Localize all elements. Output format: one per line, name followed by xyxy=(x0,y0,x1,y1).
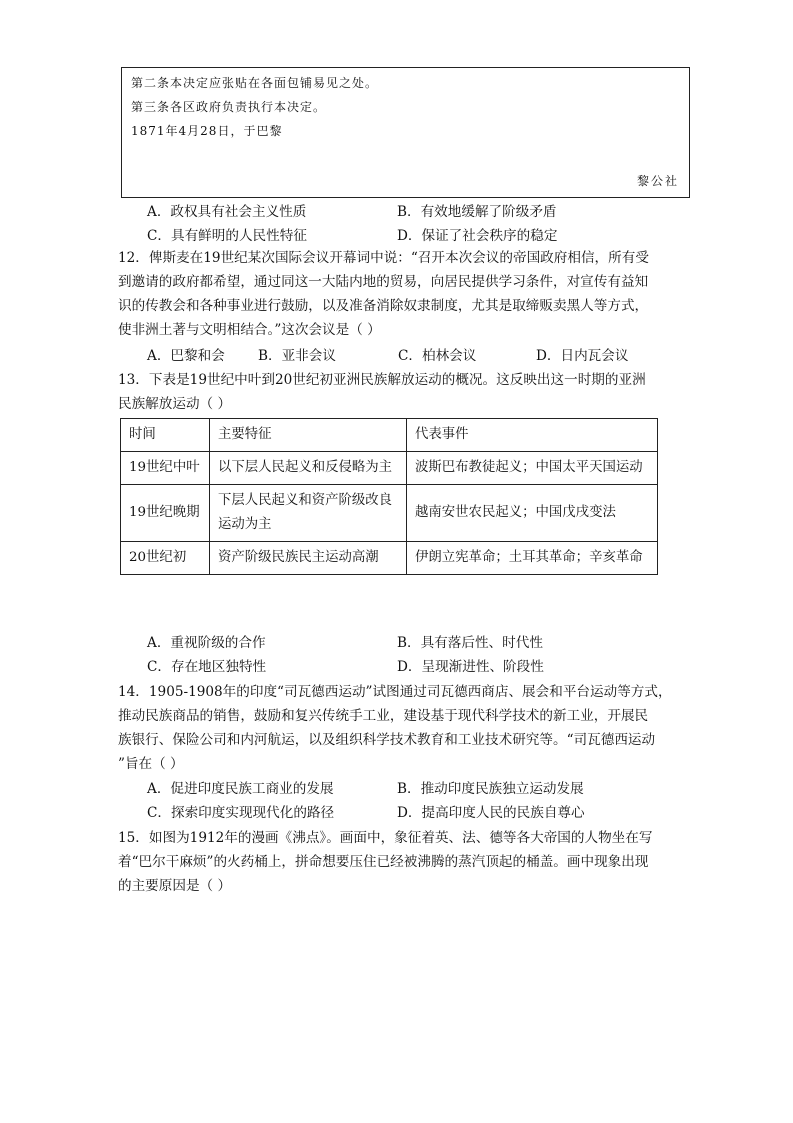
question-12 xyxy=(118,246,678,342)
q14-option-b[interactable]: B．推动印度民族独立运动发展 xyxy=(397,781,584,797)
table-cell: 20世纪初 xyxy=(121,542,210,575)
question-line: 13．下表是19世纪中叶到20世纪初亚洲民族解放运动的概况。这反映出这一时期的亚洲 xyxy=(118,372,646,388)
q12-option-a[interactable]: A．巴黎和会 xyxy=(147,348,225,364)
question-line: 民族解放运动（ ） xyxy=(118,396,232,412)
question-line: 14．1905-1908年的印度“司瓦德西运动”试图通过司瓦德西商店、展会和平台运动等方式， xyxy=(118,684,672,700)
table-header: 主要特征 xyxy=(210,419,407,452)
q11-option-d[interactable]: D．保证了社会秩序的稳定 xyxy=(397,228,558,244)
source-signature: 黎公社 xyxy=(636,174,679,188)
question-line: ”旨在（ ） xyxy=(118,756,184,772)
q13-option-c[interactable]: C．存在地区独特性 xyxy=(147,659,267,675)
q11-option-a[interactable]: A．政权具有社会主义性质 xyxy=(147,204,307,220)
question-15 xyxy=(118,826,678,898)
q13-option-a[interactable]: A．重视阶级的合作 xyxy=(147,635,266,651)
source-document-box xyxy=(121,67,690,198)
question-line: 着“巴尔干麻烦”的火药桶上，拼命想要压住已经被沸腾的蒸汽顶起的桶盖。画中现象出现 xyxy=(118,854,649,870)
table-cell: 19世纪晚期 xyxy=(121,485,210,542)
q14-option-c[interactable]: C．探索印度实现现代化的路径 xyxy=(147,805,335,821)
source-line: 第二条本决定应张贴在各面包铺易见之处。 xyxy=(131,76,379,90)
q12-option-c[interactable]: C．柏林会议 xyxy=(398,348,477,364)
table-cell: 19世纪中叶 xyxy=(121,452,210,485)
question-line: 15．如图为1912年的漫画《沸点》。画面中，象征着英、法、德等各大帝国的人物坐在写 xyxy=(118,830,653,846)
table-cell: 伊朗立宪革命；土耳其革命；辛亥革命 xyxy=(407,542,658,575)
question-13 xyxy=(118,368,678,416)
q11-option-b[interactable]: B．有效地缓解了阶级矛盾 xyxy=(397,204,557,220)
source-line: 第三条各区政府负责执行本决定。 xyxy=(131,100,327,114)
question-line: 使非洲土著与文明相结合。”这次会议是（ ） xyxy=(118,322,381,338)
table-row xyxy=(121,452,658,485)
question-line: 到邀请的政府都希望，通过同这一大陆内地的贸易，向居民提供学习条件，对宣传有益知 xyxy=(118,274,649,290)
q11-option-c[interactable]: C．具有鲜明的人民性特征 xyxy=(147,228,307,244)
question-line: 推动民族商品的销售，鼓励和复兴传统手工业，建设基于现代科学技术的新工业，开展民 xyxy=(118,708,649,724)
table-header-row xyxy=(121,419,658,452)
question-line: 识的传教会和各种事业进行鼓励，以及准备消除奴隶制度，尤其是取缔贩卖黑人等方式， xyxy=(118,298,649,314)
table-cell: 资产阶级民族民主运动高潮 xyxy=(210,542,407,575)
question-line: 12．俾斯麦在19世纪某次国际会议开幕词中说：“召开本次会议的帝国政府相信，所有受 xyxy=(118,250,649,266)
table-header: 时间 xyxy=(121,419,210,452)
table-row xyxy=(121,542,658,575)
liberation-table xyxy=(120,418,658,575)
question-line: 的主要原因是（ ） xyxy=(118,878,232,894)
question-14 xyxy=(118,680,678,776)
q14-option-a[interactable]: A．促进印度民族工商业的发展 xyxy=(147,781,334,797)
table-cell: 下层人民起义和资产阶级改良运动为主 xyxy=(210,485,407,542)
q12-option-b[interactable]: B．亚非会议 xyxy=(258,348,336,364)
source-date: 1871年4月28日，于巴黎 xyxy=(131,124,283,138)
q12-option-d[interactable]: D．日内瓦会议 xyxy=(536,348,629,364)
q13-option-d[interactable]: D．呈现渐进性、阶段性 xyxy=(397,659,544,675)
table-cell: 波斯巴布教徒起义；中国太平天国运动 xyxy=(407,452,658,485)
table-cell: 以下层人民起义和反侵略为主 xyxy=(210,452,407,485)
q14-option-d[interactable]: D．提高印度人民的民族自尊心 xyxy=(397,805,585,821)
question-line: 族银行、保险公司和内河航运，以及组织科学技术教育和工业技术研究等。“司瓦德西运动 xyxy=(118,732,656,748)
table-row xyxy=(121,485,658,542)
table-header: 代表事件 xyxy=(407,419,658,452)
q13-option-b[interactable]: B．具有落后性、时代性 xyxy=(397,635,543,651)
table-cell: 越南安世农民起义；中国戊戌变法 xyxy=(407,485,658,542)
